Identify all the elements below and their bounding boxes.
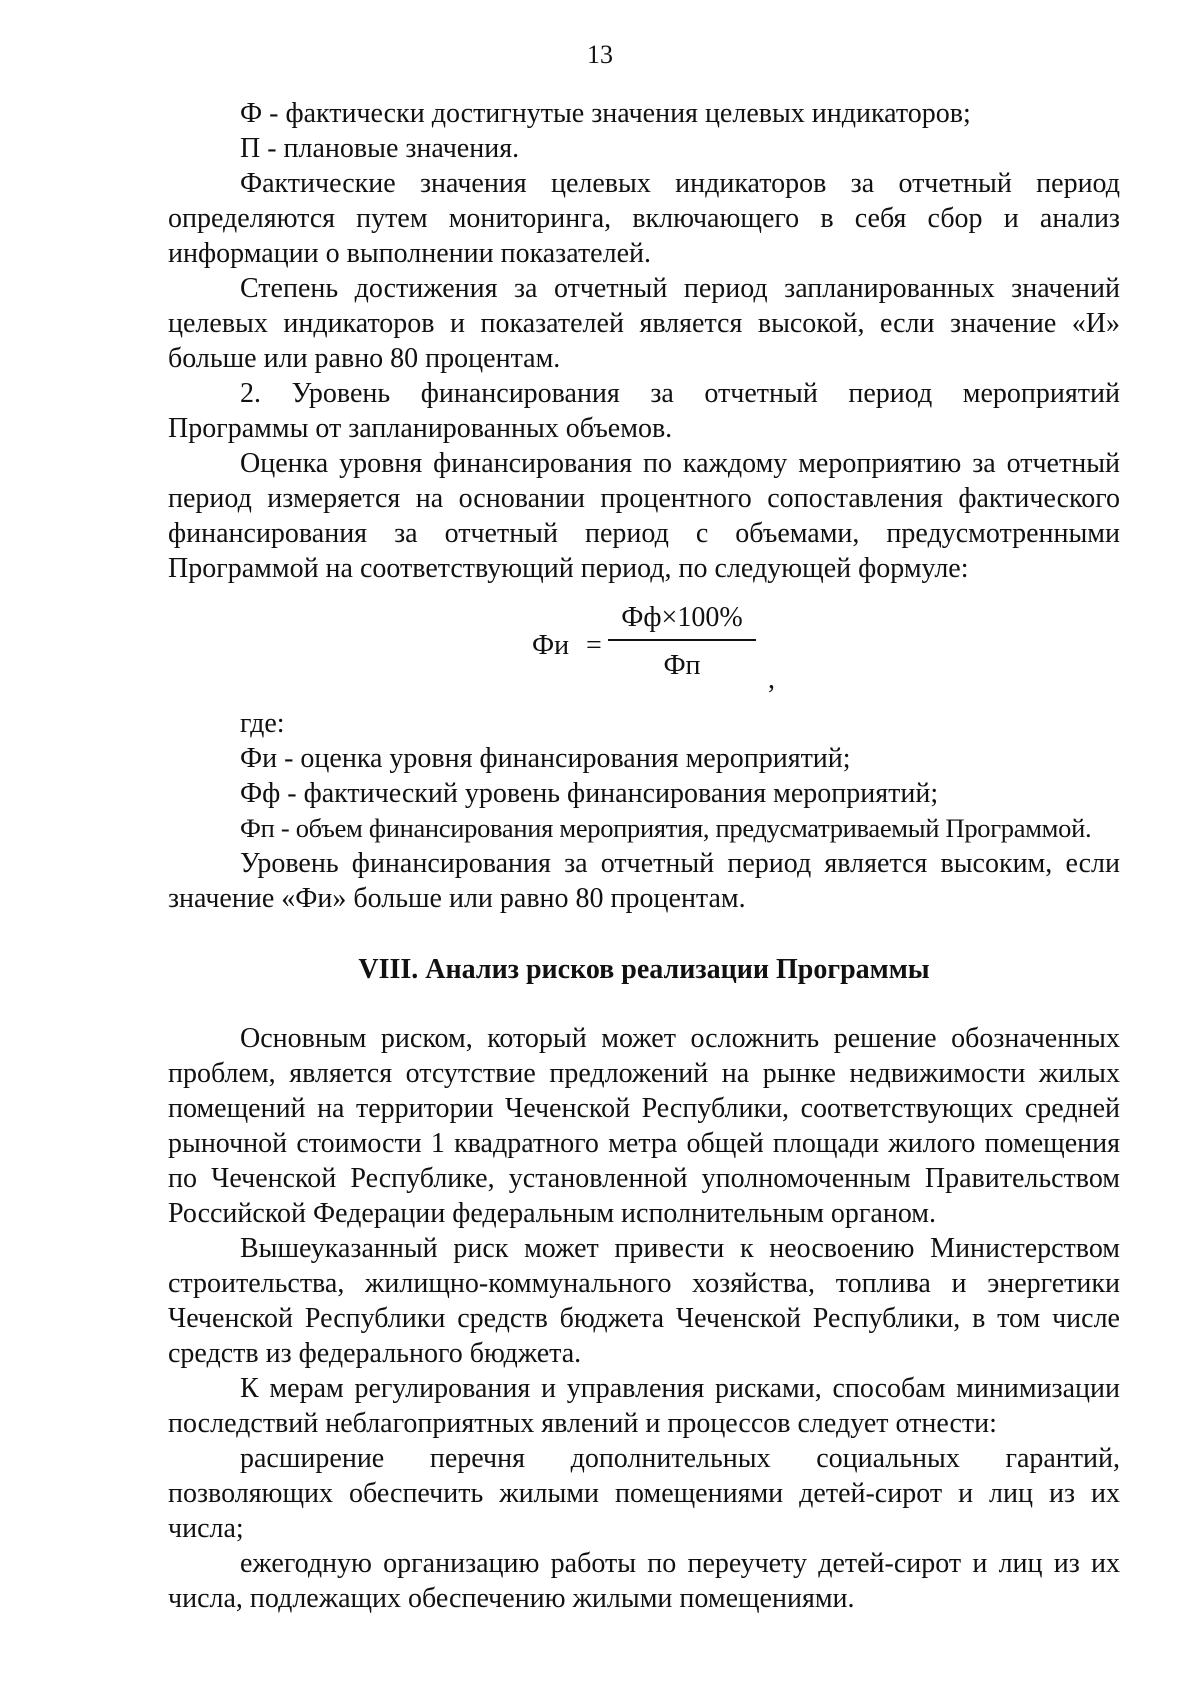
paragraph-main-risk: Основным риском, который может осложнить решение обозначенных проблем, является отсутствие предложений на рынке недвижимости жилых помещений на территории Чеченской Республики, соответствующих средней рыночной стоимости 1 квадратного метра общей площади жилого помещения по Чеченской Республике, установленной уполномоченным Правительством Российской Федерации федеральным исполнительным органом.: [168, 1023, 1120, 1229]
formula-denominator: Фп: [663, 650, 701, 681]
formula-equals: =: [586, 630, 602, 661]
paragraph-achievement-degree: Степень достижения за отчетный период запланированных значений целевых индикаторов и показателей является высокой, если значение «И» больше или равно 80 процентам.: [168, 273, 1120, 374]
paragraph-risk-consequence: Вышеуказанный риск может привести к неосвоению Министерством строительства, жилищно-коммунального хозяйства, топлива и энергетики Чеченской Республики средств бюджета Чеченской Республики, в том числе средств из федерального бюджета.: [168, 1233, 1120, 1369]
definition-fi: Фи - оценка уровня финансирования мероприятий;: [240, 743, 851, 774]
paragraph-funding-assessment: Оценка уровня финансирования по каждому мероприятию за отчетный период измеряется на основании процентного сопоставления фактического финансирования за отчетный период с объемами, предусмотренными Программой на соответствующий период, по следующей формуле:: [168, 448, 1120, 584]
formula-lhs: Фи: [532, 630, 570, 661]
formula-comma: ,: [768, 664, 775, 695]
paragraph-measure-recount: ежегодную организацию работы по переучету детей-сирот и лиц из их числа, подлежащих обеспечению жилыми помещениями.: [168, 1548, 1120, 1614]
definition-fp: Фп - объем финансирования мероприятия, предусматриваемый Программой.: [240, 813, 1092, 843]
paragraph-measure-guarantees: расширение перечня дополнительных социальных гарантий, позволяющих обеспечить жилыми помещениями детей-сирот и лиц из их числа;: [168, 1443, 1120, 1544]
definition-f: Ф - фактически достигнутые значения целевых индикаторов;: [240, 98, 971, 129]
definition-p: П - плановые значения.: [240, 133, 520, 164]
definition-ff: Фф - фактический уровень финансирования мероприятий;: [240, 778, 939, 809]
paragraph-funding-level: 2. Уровень финансирования за отчетный период мероприятий Программы от запланированных объемов.: [168, 378, 1120, 444]
where-label: где:: [240, 708, 285, 739]
formula-numerator: Фф×100%: [608, 600, 756, 641]
page-number: 13: [587, 40, 613, 69]
section-heading: VIII. Анализ рисков реализации Программы: [358, 954, 930, 985]
paragraph-risk-measures: К мерам регулирования и управления рисками, способам минимизации последствий неблагоприятных явлений и процессов следует отнести:: [168, 1373, 1120, 1439]
paragraph-high-funding: Уровень финансирования за отчетный период является высоким, если значение «Фи» больше или равно 80 процентам.: [168, 848, 1120, 914]
formula: [168, 600, 1120, 700]
paragraph-actual-values: Фактические значения целевых индикаторов за отчетный период определяются путем мониторинга, включающего в себя сбор и анализ информации о выполнении показателей.: [168, 168, 1120, 269]
document-body: [168, 96, 1120, 1616]
